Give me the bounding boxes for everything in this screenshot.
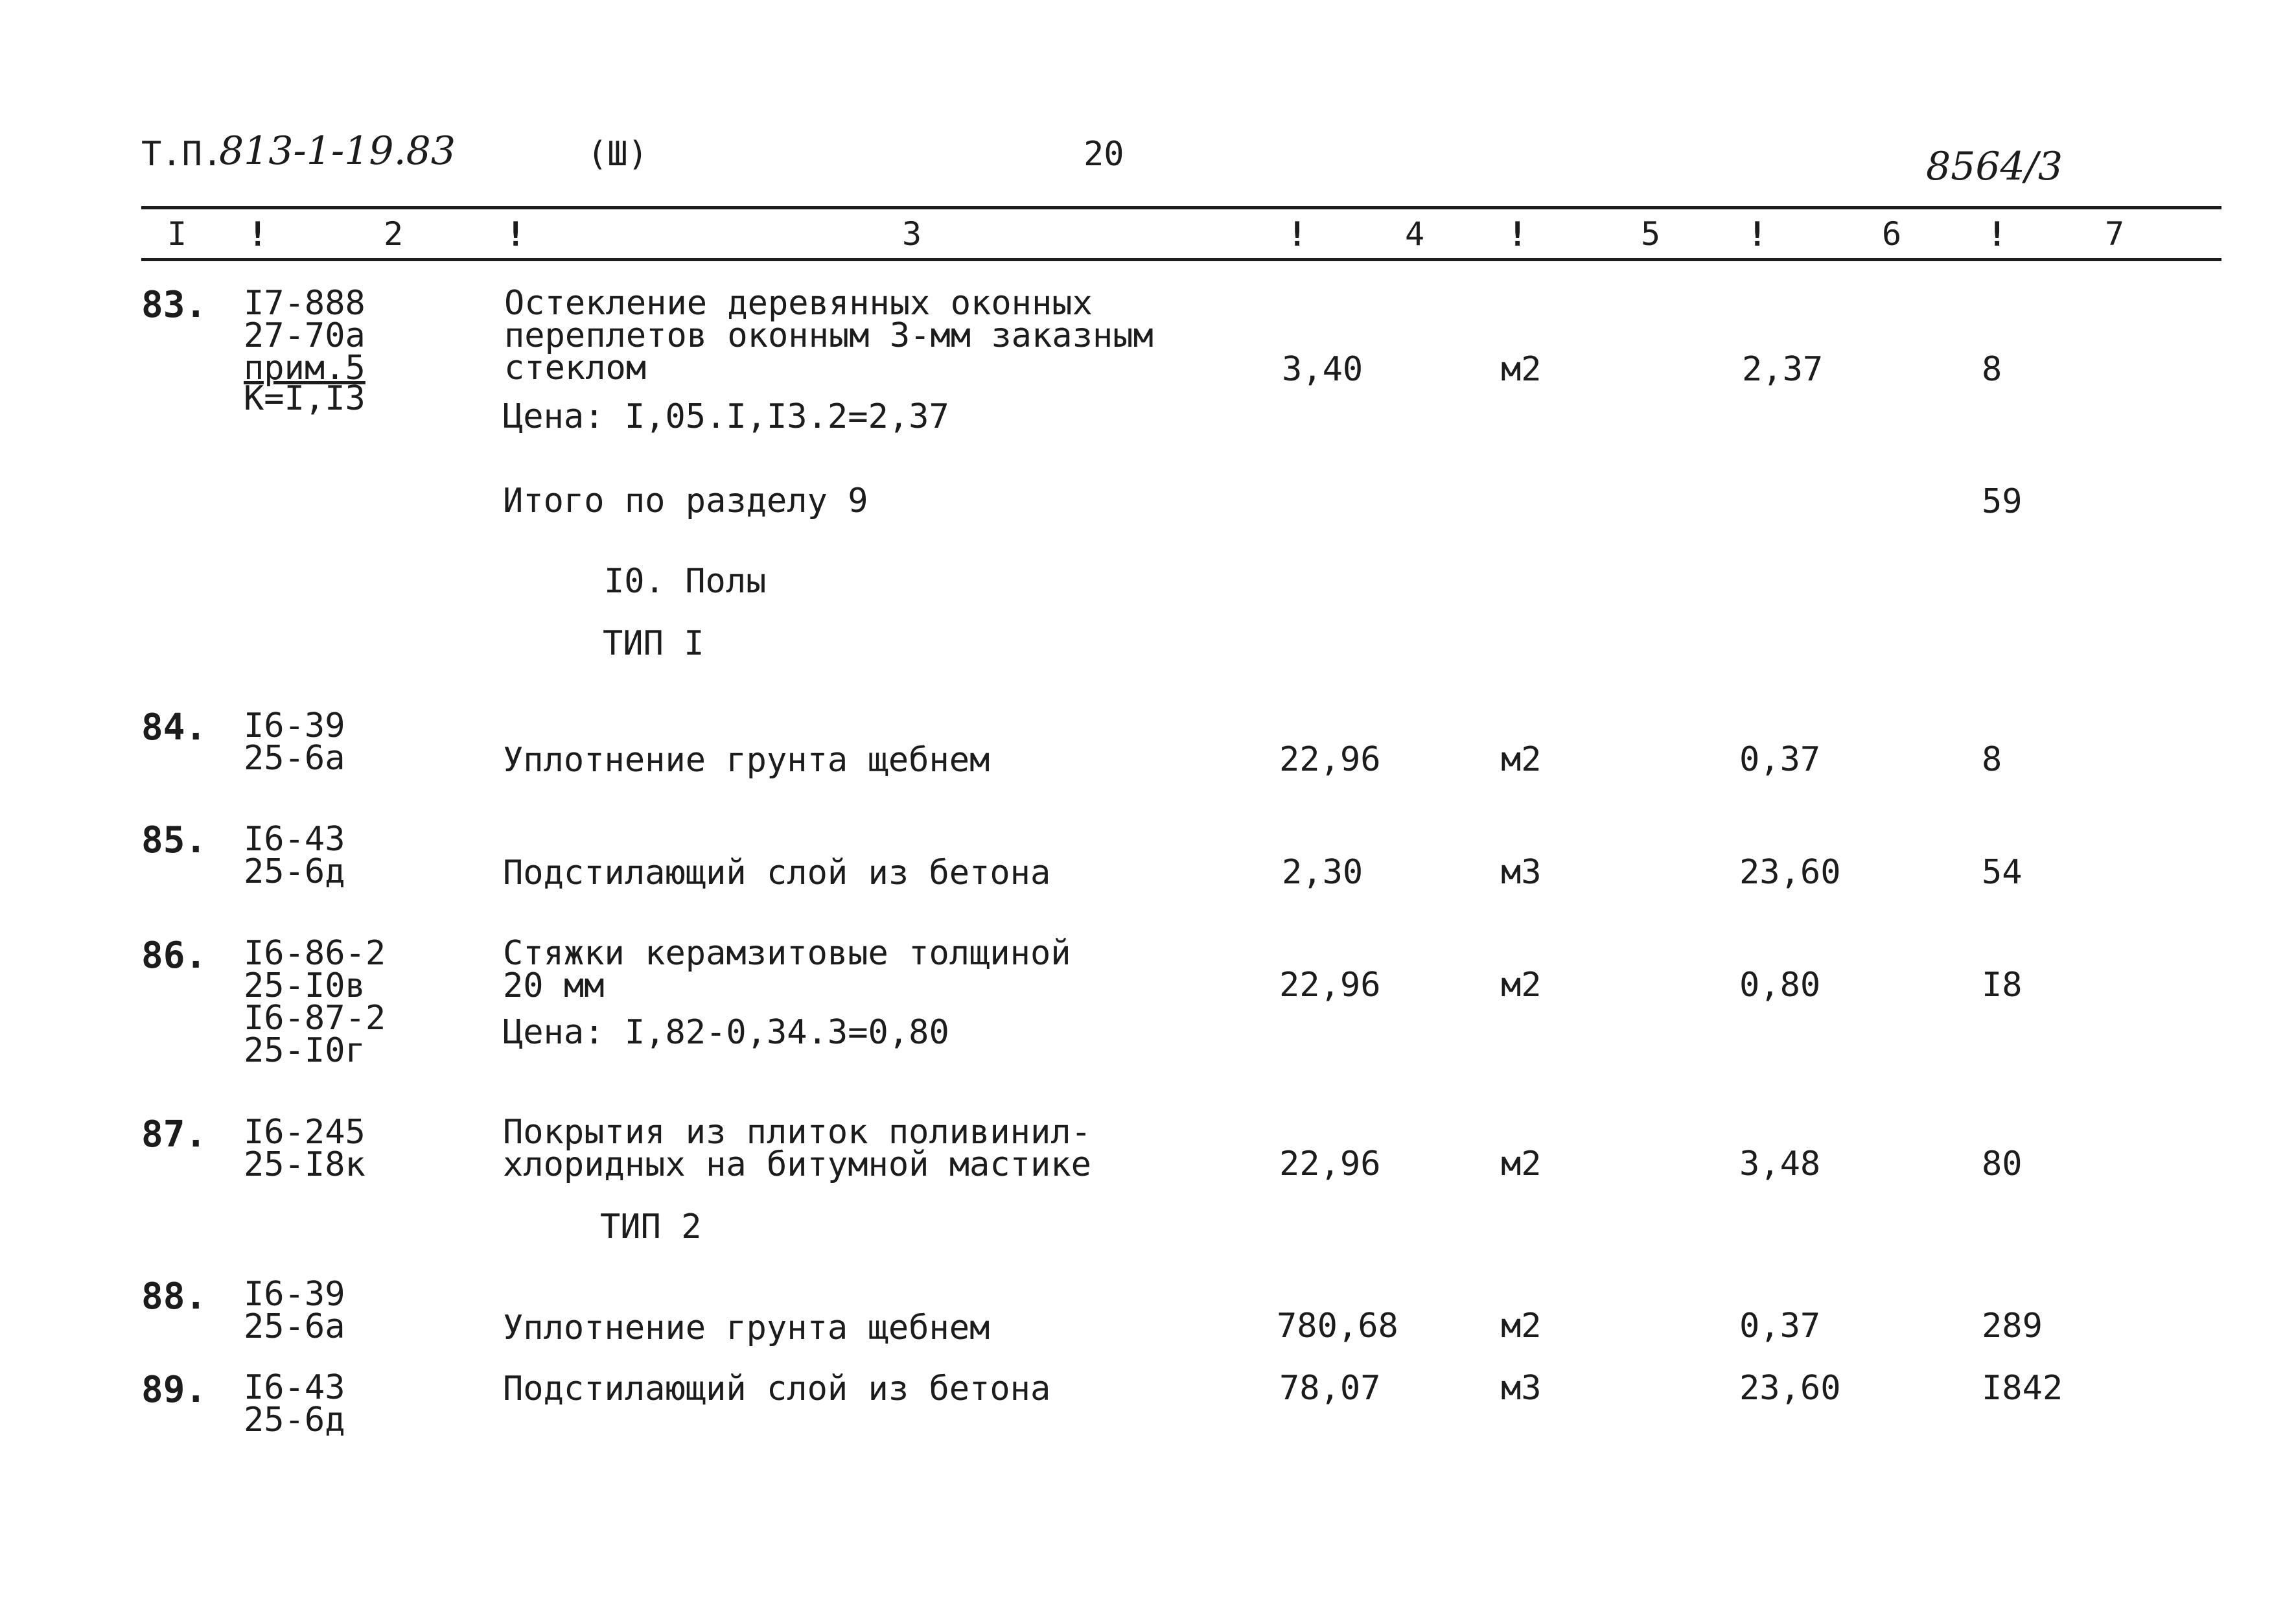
quantity: 3,40 [1282, 350, 1363, 389]
quantity: 780,68 [1277, 1307, 1398, 1346]
total-cost: 54 [1982, 853, 2023, 892]
column-number-4: 4 [1405, 215, 1425, 253]
norm-code: I6-87-2 [244, 999, 386, 1038]
doc-stamp: 8564/3 [1926, 144, 2063, 189]
row-number: 86. [141, 935, 207, 977]
unit-price: 0,80 [1739, 966, 1821, 1005]
unit: м2 [1501, 350, 1542, 389]
floor-type-heading: ТИП 2 [600, 1207, 702, 1246]
unit: м3 [1501, 853, 1542, 892]
quantity: 2,30 [1282, 853, 1363, 892]
total-cost: 80 [1982, 1145, 2023, 1183]
column-separator: ! [1987, 215, 2008, 254]
unit-price: 23,60 [1739, 1369, 1841, 1408]
price-calculation: Цена: I,05.I,I3.2=2,37 [503, 397, 949, 436]
quantity: 22,96 [1279, 966, 1381, 1005]
work-description: Стяжки керамзитовые толщиной [503, 934, 1071, 973]
norm-code: I6-245 [244, 1113, 365, 1152]
work-description: Подстилающий слой из бетона [503, 1369, 1051, 1408]
column-separator: ! [248, 215, 268, 254]
volume-mark: (Ш) [587, 135, 648, 174]
work-description: Подстилающий слой из бетона [503, 854, 1051, 892]
column-separator: ! [505, 215, 526, 254]
column-number-6: 6 [1882, 215, 1902, 253]
unit-price: 3,48 [1739, 1145, 1821, 1183]
column-number-2: 2 [384, 215, 404, 253]
work-description: переплетов оконным 3-мм заказным [504, 316, 1154, 355]
norm-code: 25-I8к [244, 1145, 365, 1184]
norm-code: 25-6д [244, 1401, 345, 1439]
norm-code: К=I,I3 [244, 379, 365, 418]
unit: м2 [1501, 1145, 1542, 1183]
norm-code: I7-888 [244, 284, 365, 323]
work-description: стеклом [504, 349, 647, 388]
row-number: 87. [141, 1113, 207, 1156]
work-description: 20 мм [503, 966, 605, 1005]
unit-price: 0,37 [1739, 740, 1821, 779]
subtotal-label: Итого по разделу 9 [503, 482, 868, 520]
section-title: I0. Полы [604, 562, 767, 601]
unit-price: 23,60 [1739, 853, 1841, 892]
norm-code: I6-43 [244, 820, 345, 859]
norm-code: I6-86-2 [244, 934, 386, 973]
norm-code: прим.5 [244, 349, 365, 388]
norm-code: 25-6д [244, 852, 345, 891]
column-separator: ! [1507, 215, 1528, 254]
quantity: 22,96 [1279, 1145, 1381, 1183]
work-description: Уплотнение грунта щебнем [503, 741, 990, 780]
floor-type-heading: ТИП I [603, 624, 704, 663]
unit-price: 0,37 [1739, 1307, 1821, 1346]
header-top-rule [141, 206, 2221, 209]
unit: м2 [1501, 966, 1542, 1005]
row-number: 83. [141, 284, 207, 326]
norm-code: I6-39 [244, 706, 345, 745]
total-cost: 8 [1982, 740, 2002, 779]
row-number: 89. [141, 1369, 207, 1411]
column-number-1: I [167, 215, 187, 253]
work-description: хлоридных на битумной мастике [503, 1145, 1091, 1184]
norm-code: 25-I0г [244, 1031, 365, 1070]
norm-code: I6-39 [244, 1275, 345, 1314]
price-calculation: Цена: I,82-0,34.3=0,80 [503, 1013, 949, 1052]
column-separator: ! [1287, 215, 1308, 254]
norm-code: 25-6а [244, 1307, 345, 1346]
row-number: 84. [141, 706, 207, 749]
column-number-7: 7 [2105, 215, 2125, 253]
work-description: Уплотнение грунта щебнем [503, 1309, 990, 1347]
total-cost: 8 [1982, 350, 2002, 389]
page-number: 20 [1084, 135, 1124, 174]
column-number-3: 3 [902, 215, 922, 253]
doc-number: 813-1-19.83 [219, 128, 456, 174]
subtotal-total: 59 [1982, 482, 2023, 521]
total-cost: I8 [1982, 966, 2023, 1005]
work-description: Остекление деревянных оконных [504, 284, 1093, 323]
total-cost: 289 [1982, 1307, 2043, 1346]
norm-code: I6-43 [244, 1368, 345, 1407]
column-number-5: 5 [1641, 215, 1661, 253]
row-number: 85. [141, 819, 207, 861]
total-cost: I842 [1982, 1369, 2063, 1408]
norm-code: 25-6а [244, 739, 345, 778]
doc-prefix: Т.П. [141, 135, 223, 174]
header-bottom-rule [141, 258, 2221, 261]
norm-code: 25-I0в [244, 966, 365, 1005]
row-number: 88. [141, 1276, 207, 1318]
unit: м2 [1501, 740, 1542, 779]
norm-code: 27-70а [244, 316, 365, 355]
work-description: Покрытия из плиток поливинил- [503, 1113, 1091, 1152]
unit: м2 [1501, 1307, 1542, 1346]
quantity: 22,96 [1279, 740, 1381, 779]
unit-price: 2,37 [1742, 350, 1824, 389]
unit: м3 [1501, 1369, 1542, 1408]
quantity: 78,07 [1279, 1369, 1381, 1408]
column-separator: ! [1747, 215, 1768, 254]
